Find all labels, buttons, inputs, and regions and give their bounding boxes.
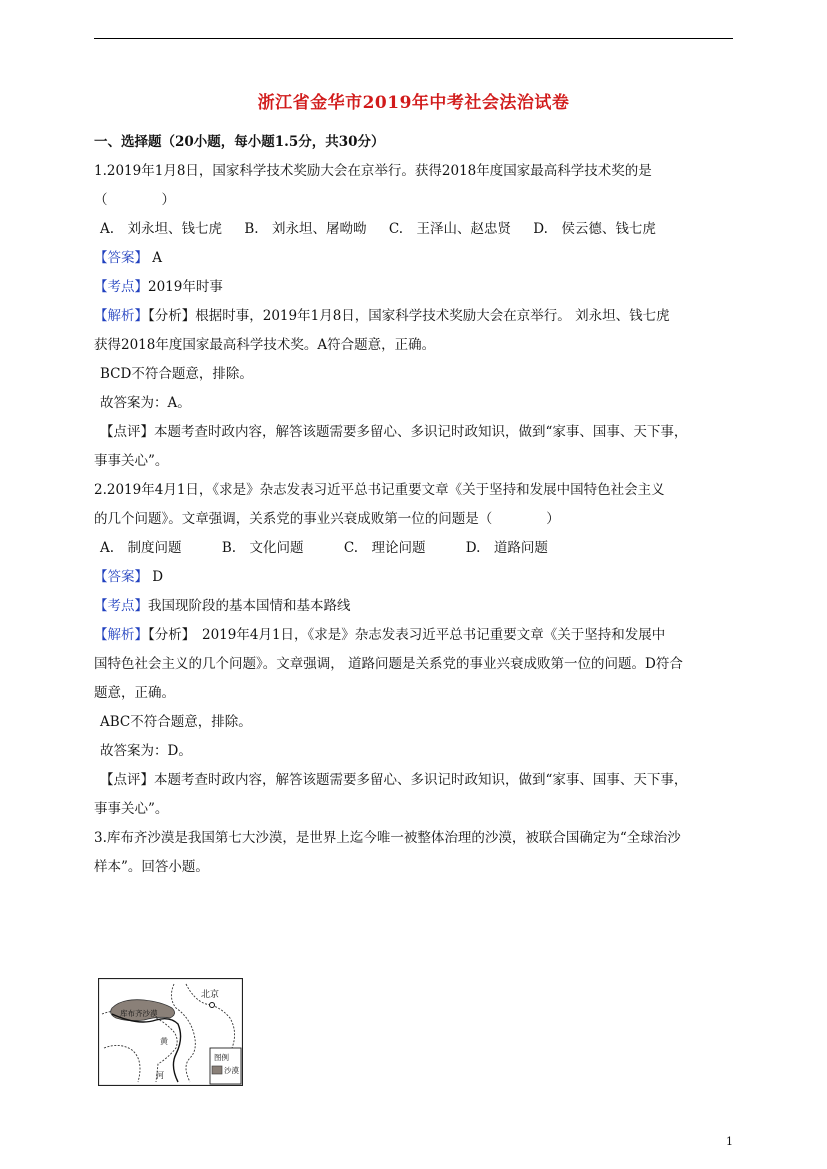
legend-swatch-icon <box>212 1066 222 1074</box>
q2-analysis-2: 国特色社会主义的几个问题》。文章强调， 道路问题是关系党的事业兴衰成败第一位的问题。D符合 <box>94 656 683 672</box>
point-tag: 【考点】 <box>94 598 148 614</box>
header-rule <box>94 38 733 39</box>
beijing-marker-icon <box>210 1003 215 1008</box>
point-tag: 【考点】 <box>94 279 148 295</box>
beijing-label: 北京 <box>201 989 220 999</box>
q2-comment: 【点评】本题考查时政内容，解答该题需要多留心、多识记时政知识，做到“家事、国事、天下事， <box>100 772 688 788</box>
q1-options <box>94 215 734 244</box>
page-number: 1 <box>726 1135 733 1148</box>
q1-analysis-3: BCD不符合题意，排除。 <box>100 366 253 382</box>
analysis-tag: 【解析】 <box>94 308 148 324</box>
legend-title: 图例 <box>214 1053 229 1062</box>
q1-analysis: 【解析】【分析】根据时事，2019年1月8日，国家科学技术奖励大会在京举行。 刘永坦、钱七虎 <box>94 308 670 324</box>
river-label-1: 黄 <box>160 1037 168 1046</box>
q3-stem: 3.库布齐沙漠是我国第七大沙漠，是世界上迄今唯一被整体治理的沙漠，被联合国确定为“全球治沙 <box>94 830 681 846</box>
q2-option-d: D. 道路问题 <box>465 540 548 556</box>
q2-analysis: 【解析】【分析】 2019年4月1日，《求是》杂志发表习近平总书记重要文章《关于坚持和发展中 <box>94 627 666 643</box>
section-heading: 一、选择题（20小题，每小题1.5分，共30分） <box>94 134 385 150</box>
q1-point: 【考点】2019年时事 <box>94 279 223 295</box>
q1-paren: （ ） <box>94 192 175 208</box>
q2-analysis-3: 题意，正确。 <box>94 685 175 701</box>
q2-stem-2: 的几个问题》。文章强调，关系党的事业兴衰成败第一位的问题是（ ） <box>94 511 560 527</box>
q2-point: 【考点】我国现阶段的基本国情和基本路线 <box>94 598 351 614</box>
q1-answer: 【答案】 A <box>94 250 163 266</box>
answer-tag: 【答案】 <box>94 250 148 266</box>
document-body <box>94 128 734 882</box>
page-title: 浙江省金华市2019年中考社会法治试卷 <box>257 93 570 113</box>
q2-option-b: B. 文化问题 <box>221 540 304 556</box>
q1-analysis-4: 故答案为：A。 <box>100 395 191 411</box>
q1-analysis-2: 获得2018年度国家最高科学技术奖。A符合题意，正确。 <box>94 337 436 353</box>
analysis-tag: 【解析】 <box>94 627 148 643</box>
q1-stem: 1.2019年1月8日，国家科学技术奖励大会在京举行。获得2018年度国家最高科学技术奖的是 <box>94 163 652 179</box>
q2-option-a: A. 制度问题 <box>100 540 182 556</box>
q1-comment-2: 事事关心”。 <box>94 453 169 469</box>
q2-analysis-5: 故答案为：D。 <box>100 743 192 759</box>
q1-option-a: A. 刘永坦、钱七虎 <box>100 221 223 237</box>
q2-options <box>94 534 734 563</box>
river-label-2: 河 <box>156 1071 164 1080</box>
q2-answer: 【答案】 D <box>94 569 164 585</box>
answer-tag: 【答案】 <box>94 569 148 585</box>
q2-comment-2: 事事关心”。 <box>94 801 169 817</box>
desert-label: 库布齐沙漠 <box>120 1009 158 1018</box>
q1-comment: 【点评】本题考查时政内容，解答该题需要多留心、多识记时政知识，做到“家事、国事、天下事， <box>100 424 688 440</box>
q1-option-b: B. 刘永坦、屠呦呦 <box>244 221 367 237</box>
q2-option-c: C. 理论问题 <box>343 540 426 556</box>
q2-stem: 2.2019年4月1日，《求是》杂志发表习近平总书记重要文章《关于坚持和发展中国特色社会主义 <box>94 482 665 498</box>
q1-option-d: D. 侯云德、钱七虎 <box>533 221 656 237</box>
q3-stem-2: 样本”。回答小题。 <box>94 859 209 875</box>
map-figure <box>98 978 243 1086</box>
q1-option-c: C. 王泽山、赵忠贤 <box>388 221 511 237</box>
legend-item: 沙漠 <box>224 1066 239 1075</box>
q2-analysis-4: ABC不符合题意，排除。 <box>100 714 252 730</box>
